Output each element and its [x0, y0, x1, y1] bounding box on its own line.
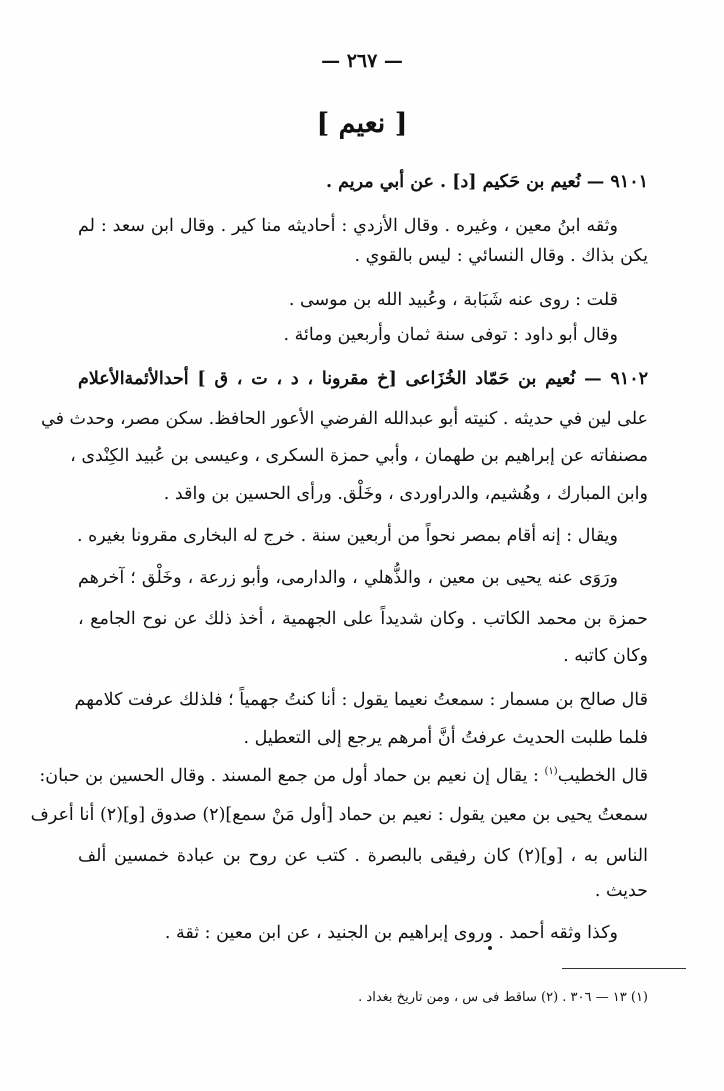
entry-9102-line: ٩١٠٢ — نُعيم بن حَمّاد الخُزَاعى [خ مقرونا ، د ، ت ، ق ] أحدالأئمةالأعلام	[78, 369, 648, 389]
text-line: قلت : روى عنه شَبَابة ، وعُبيد الله بن موسى .	[288, 290, 618, 310]
text-line: وابن المبارك ، وهُشيم، والدراوردى ، وخَلْق. ورأى الحسين بن واقد .	[163, 484, 648, 504]
entry-9101-line: ٩١٠١ — نُعيم بن حَكيم [د] . عن أبي مريم .	[325, 172, 648, 192]
text-line: وثقه ابنُ معين ، وغيره . وقال الأزدي : أحاديثه منا كير . وقال ابن سعد : لم	[78, 216, 618, 236]
text-span: : يقال إن نعيم بن حماد أول من جمع المسند . وقال الحسين بن حبان:	[39, 766, 545, 786]
text-line: وكان كاتبه .	[563, 646, 648, 666]
text-line: يكن بذاك . وقال النسائي : ليس بالقوي .	[354, 246, 648, 266]
text-line	[39, 761, 648, 791]
text-span: قال الخطيب	[557, 766, 648, 786]
text-line: ويقال : إنه أقام بمصر نحواً من أربعين سنة . خرج له البخارى مقرونا بغيره .	[76, 526, 618, 546]
text-line: الناس به ، [و](٢) كان رفيقى بالبصرة . كتب عن روح بن عبادة خمسين ألف	[78, 846, 648, 866]
section-heading: [ نعيم ]	[316, 108, 408, 139]
page-number: — ٢٦٧ —	[321, 50, 403, 72]
footnote-rule	[562, 968, 686, 969]
text-line: وكذا وثقه أحمد . وروى إبراهيم بن الجنيد ، عن ابن معين : ثقة .	[164, 923, 618, 943]
text-line: سمعتُ يحيى بن معين يقول : نعيم بن حماد [أول مَنْ سمع](٢) صدوق [و](٢) أنا أعرف	[30, 805, 648, 825]
text-line: وقال أبو داود : توفى سنة ثمان وأربعين ومائة .	[283, 325, 618, 345]
text-line: قال صالح بن مسمار : سمعتُ نعيما يقول : أنا كنتُ جهمياً ؛ فلذلك عرفت كلامهم	[74, 690, 648, 710]
text-line: مصنفاته عن إبراهيم بن طهمان ، وأبي حمزة السكرى ، وعيسى بن عُبيد الكِنْدى ،	[70, 446, 648, 466]
footnotes: (١) ١٣ — ٣٠٦ . (٢) ساقط فى س ، ومن تاريخ بغداد .	[358, 990, 648, 1005]
text-line: فلما طلبت الحديث عرفتُ أنَّ أمرهم يرجع إلى التعطيل .	[243, 728, 648, 748]
footnote-ref: (١)	[544, 766, 558, 778]
text-line: ورَوَى عنه يحيى بن معين ، والذُّهلي ، والدارمى، وأبو زرعة ، وخَلْق ؛ آخرهم	[78, 568, 618, 588]
text-line: حديث .	[594, 881, 648, 901]
text-line: حمزة بن محمد الكاتب . وكان شديداً على الجهمية ، أخذ ذلك عن نوح الجامع ،	[78, 609, 648, 629]
ink-dot	[488, 946, 492, 950]
text-line: على لين في حديثه . كنيته أبو عبدالله الفرضي الأعور الحافظ. سكن مصر، وحدث في	[41, 409, 648, 429]
